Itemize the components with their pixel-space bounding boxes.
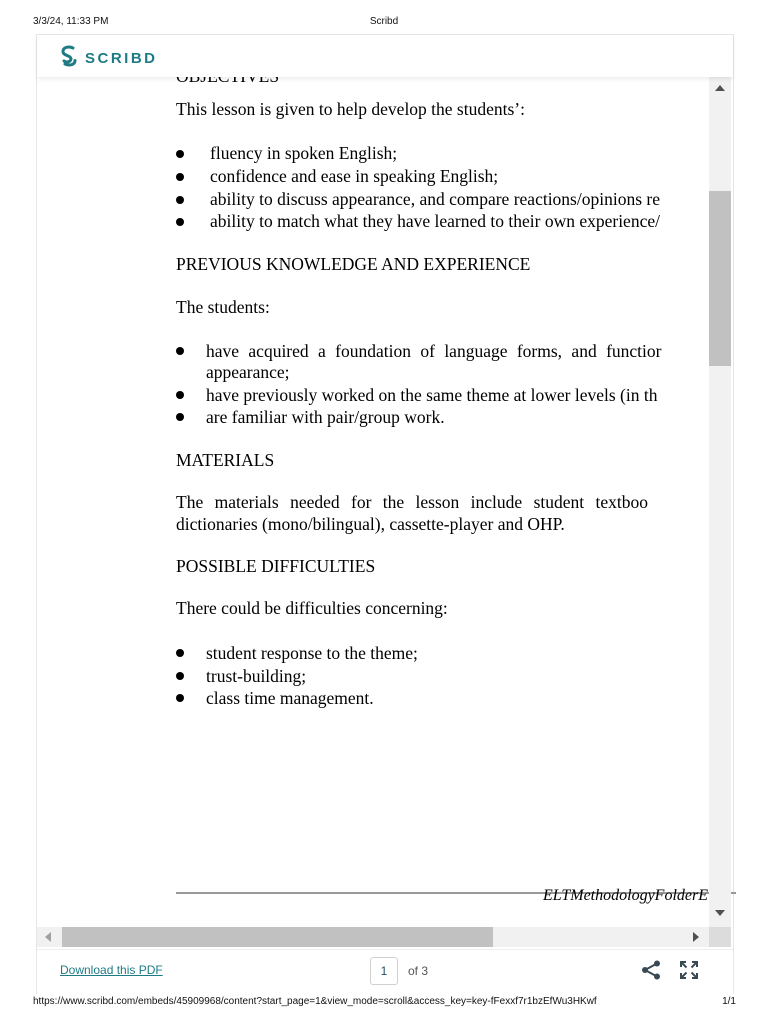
difficulty-item: trust-building;: [206, 666, 307, 686]
print-page-count: 1/1: [722, 996, 736, 1007]
scroll-down-arrow-icon[interactable]: [715, 910, 725, 916]
print-header: [0, 16, 768, 30]
scribd-logo-icon: [59, 45, 79, 72]
fullscreen-icon[interactable]: [679, 960, 699, 980]
bullet: [176, 173, 184, 181]
download-pdf-link[interactable]: Download this PDF: [60, 963, 163, 977]
bullet: [176, 413, 184, 421]
document-viewer[interactable]: [37, 77, 733, 949]
scribd-logo[interactable]: [59, 45, 158, 72]
bullet: [176, 196, 184, 204]
materials-heading: MATERIALS: [176, 450, 275, 470]
objective-item: ability to match what they have learned to their own experience/: [210, 211, 660, 231]
vertical-scroll-thumb[interactable]: [709, 191, 731, 366]
difficulties-intro: There could be difficulties concerning:: [176, 598, 448, 618]
scroll-up-arrow-icon[interactable]: [715, 85, 725, 91]
objective-item: fluency in spoken English;: [210, 143, 398, 163]
print-datetime: 3/3/24, 11:33 PM: [33, 16, 109, 27]
page-count-label: of 3: [408, 964, 429, 978]
print-url: https://www.scribd.com/embeds/45909968/content?start_page=1&view_mode=scroll&access_key=key-fFexxf7r1bzEfWu3HKwf: [33, 996, 597, 1007]
scrollbar-corner: [709, 927, 731, 947]
previous-knowledge-heading: PREVIOUS KNOWLEDGE AND EXPERIENCE: [176, 254, 531, 274]
materials-text-line1: The materials needed for the lesson include student textboo: [176, 492, 648, 512]
objectives-intro: This lesson is given to help develop the students’:: [176, 99, 525, 119]
document-page: [176, 77, 736, 949]
prev-knowledge-item: have acquired a foundation of language forms, and functior: [206, 341, 662, 361]
document-footer-note: ELTMethodologyFolderE: [543, 887, 708, 904]
prev-knowledge-item: have previously worked on the same theme at lower levels (in th: [206, 385, 658, 405]
top-bar: [37, 35, 733, 77]
bullet: [176, 391, 184, 399]
scroll-right-arrow-icon[interactable]: [693, 932, 699, 942]
print-footer: [0, 996, 768, 1010]
objective-item: ability to discuss appearance, and compare reactions/opinions re: [210, 189, 660, 209]
horizontal-scrollbar[interactable]: [37, 927, 709, 947]
bullet: [176, 649, 184, 657]
horizontal-scroll-thumb[interactable]: [62, 927, 493, 947]
scroll-left-arrow-icon[interactable]: [45, 932, 51, 942]
share-icon[interactable]: [640, 959, 662, 981]
difficulty-item: student response to the theme;: [206, 643, 418, 663]
difficulties-heading: POSSIBLE DIFFICULTIES: [176, 556, 376, 576]
bullet: [176, 218, 184, 226]
prev-knowledge-item-continued: appearance;: [206, 362, 290, 382]
print-title: Scribd: [369, 16, 399, 27]
objective-item: confidence and ease in speaking English;: [210, 166, 499, 186]
vertical-scrollbar[interactable]: [709, 77, 731, 927]
bullet: [176, 672, 184, 680]
scribd-wordmark: SCRIBD: [85, 50, 158, 67]
bullet: [176, 347, 184, 355]
scribd-embed-frame: [36, 34, 734, 994]
materials-text-line2: dictionaries (mono/bilingual), cassette-player and OHP.: [176, 514, 565, 534]
bullet: [176, 694, 184, 702]
prev-knowledge-item: are familiar with pair/group work.: [206, 407, 445, 427]
bullet: [176, 150, 184, 158]
bottom-toolbar: [37, 949, 733, 994]
difficulty-item: class time management.: [206, 688, 374, 708]
students-label: The students:: [176, 297, 270, 317]
page-number-input[interactable]: 1: [370, 957, 398, 985]
